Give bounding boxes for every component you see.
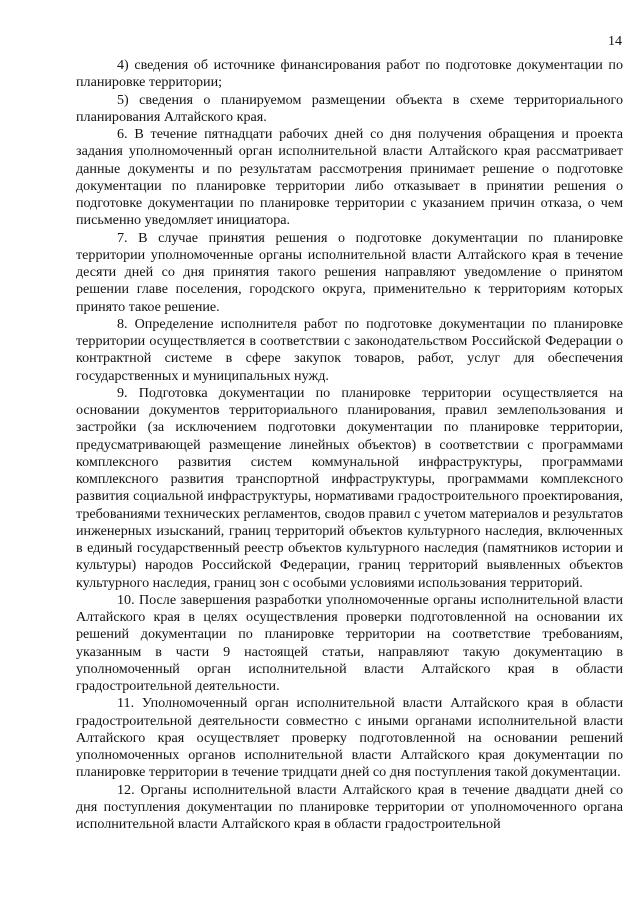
paragraph-10: 10. После завершения разработки уполномоченные органы исполнительной власти Алтайского края в целях осуществления проверки подготовленной на основании их решений документации по планировке территории на соответствие требованиям, указанным в части 9 настоящей статьи, направляют такую документацию в уполномоченный орган исполнительной власти Алтайского края в области градостроительной деятельности. — [76, 591, 623, 694]
paragraph-11: 11. Уполномоченный орган исполнительной власти Алтайского края в области градостроительной деятельности совместно с иными органами исполнительной власти Алтайского края осуществляет проверку подготовленной на основании решений уполномоченных органов исполнительной власти Алтайского края документации по планировке территории в течение тридцати дней со дня поступления такой документации. — [76, 695, 623, 781]
paragraph-item-5: 5) сведения о планируемом размещении объекта в схеме территориального планирования Алтайского края. — [76, 91, 623, 125]
paragraph-7: 7. В случае принятия решения о подготовке документации по планировке территории уполномоченные органы исполнительной власти Алтайского края в течение десяти дней со дня принятия такого решения направляют уведомление о принятом решении главе поселения, городского округа, применительно к территориям которых принято такое решение. — [76, 229, 623, 315]
paragraph-12: 12. Органы исполнительной власти Алтайского края в течение двадцати дней со дня поступления документации по планировке территории от уполномоченного органа исполнительной власти Алтайского края в области градостроительной — [76, 781, 623, 832]
document-body — [76, 57, 623, 833]
paragraph-6: 6. В течение пятнадцати рабочих дней со дня получения обращения и проекта задания уполномоченный орган исполнительной власти Алтайского края рассматривает данные документы и по результатам рассмотрения принимает решение о подготовке документации по планировке территории либо отказывает в принятии решения о подготовке документации по планировке территории с указанием причин отказа, о чем письменно уведомляет инициатора. — [76, 126, 623, 229]
page-number: 14 — [608, 34, 622, 49]
paragraph-item-4: 4) сведения об источнике финансирования работ по подготовке документации по планировке территории; — [76, 57, 623, 91]
paragraph-9: 9. Подготовка документации по планировке территории осуществляется на основании документов территориального планирования, правил землепользования и застройки (за исключением подготовки документации по планировке территории, предусматривающей размещение линейных объектов) в соответствии с программами комплексного развития систем коммунальной инфраструктуры, программами комплексного развития транспортной инфраструктуры, программами комплексного развития социальной инфраструктуры, нормативами градостроительного проектирования, требованиями технических регламентов, сводов правил с учетом материалов и результатов инженерных изысканий, границ территорий объектов культурного наследия, включенных в единый государственный реестр объектов культурного наследия (памятников истории и культуры) народов Российской Федерации, границ территорий выявленных объектов культурного наследия, границ зон с особыми условиями использования территорий. — [76, 384, 623, 591]
paragraph-8: 8. Определение исполнителя работ по подготовке документации по планировке территории осуществляется в соответствии с законодательством Российской Федерации о контрактной системе в сфере закупок товаров, работ, услуг для обеспечения государственных и муниципальных нужд. — [76, 315, 623, 384]
